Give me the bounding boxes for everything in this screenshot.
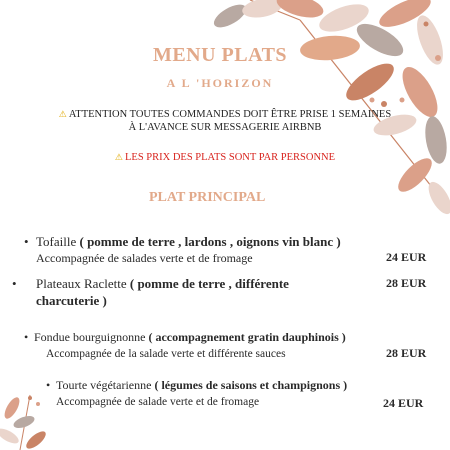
order-notice-line2: À L'AVANCE SUR MESSAGERIE AIRBNB bbox=[128, 122, 322, 133]
dish-name: Tofaille bbox=[36, 234, 80, 249]
bullet: • bbox=[24, 234, 29, 249]
dish-name: Fondue bourguignonne bbox=[34, 330, 149, 344]
warning-icon: ⚠ bbox=[58, 109, 67, 119]
dish-heading bbox=[12, 275, 344, 309]
dish-name: Tourte végétarienne bbox=[56, 378, 155, 392]
dish-description: Accompagnée de salade verte et de fromage bbox=[56, 396, 260, 408]
dish-detail: ( pomme de terre , lardons , oignons vin blanc ) bbox=[79, 234, 341, 249]
bullet: • bbox=[12, 276, 17, 291]
dish-heading bbox=[24, 329, 414, 346]
bullet: • bbox=[46, 378, 51, 392]
dish-item bbox=[12, 275, 344, 309]
price-notice bbox=[40, 151, 410, 164]
dish-description: Accompagnée de salades verte et de fromage bbox=[36, 251, 253, 265]
menu-subtitle: A L 'HORIZON bbox=[166, 76, 274, 90]
bullet: • bbox=[24, 330, 29, 344]
dish-description: Accompagnée de la salade verte et différente sauces bbox=[46, 348, 286, 360]
dish-detail: ( accompagnement gratin dauphinois ) bbox=[148, 330, 346, 344]
dish-heading bbox=[24, 233, 394, 250]
dish-item bbox=[46, 377, 416, 410]
dish-detail: ( pomme de terre , différente charcuterie ) bbox=[36, 276, 289, 308]
dish-price: 24 EUR bbox=[386, 250, 427, 264]
dish-detail: ( légumes de saisons et champignons ) bbox=[154, 378, 348, 392]
order-notice bbox=[40, 108, 410, 134]
price-notice-text: LES PRIX DES PLATS SONT PAR PERSONNE bbox=[125, 152, 336, 163]
dish-price: 28 EUR bbox=[386, 276, 427, 290]
dish-price: 24 EUR bbox=[383, 396, 424, 410]
order-notice-line1: ATTENTION TOUTES COMMANDES DOIT ÊTRE PRISE 1 SEMAINES bbox=[68, 109, 392, 120]
dish-price: 28 EUR bbox=[386, 346, 427, 360]
dish-heading bbox=[46, 377, 416, 394]
section-title: PLAT PRINCIPAL bbox=[149, 190, 266, 205]
dish-item bbox=[24, 329, 414, 362]
dish-name: Plateaux Raclette bbox=[36, 276, 130, 291]
dish-item bbox=[24, 233, 394, 266]
warning-icon: ⚠ bbox=[114, 152, 123, 162]
foliage-bottom-left bbox=[0, 395, 48, 450]
menu-title: MENU PLATS bbox=[152, 44, 288, 66]
